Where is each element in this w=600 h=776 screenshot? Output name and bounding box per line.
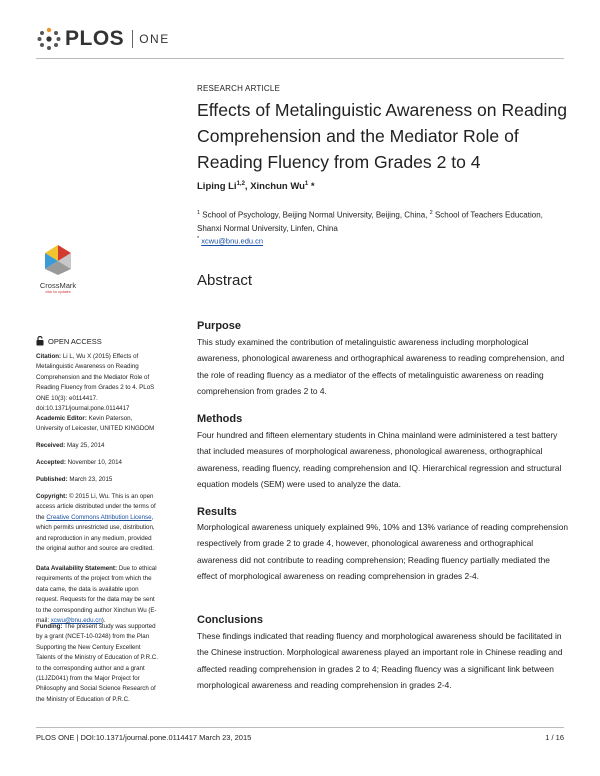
methods-text: Four hundred and fifteen elementary students in China mainland were administered a test battery that included measures of morphological awareness, phonological awareness, orthographical awareness, reading fluency, reading comprehension and IQ. Hierarchical regression and structural equation models (SEM) were used to analyze the data. xyxy=(197,430,562,490)
open-access-badge xyxy=(36,336,102,346)
logo-divider xyxy=(132,30,133,48)
copyright-text: , which permits unrestricted use, distribution, and reproduction in any medium, provided the original author and source are credited. xyxy=(36,513,155,553)
affiliation-number: 1 xyxy=(197,210,201,216)
correspondence xyxy=(197,236,263,246)
received-date: May 25, 2014 xyxy=(65,442,105,449)
academic-editor-label: Academic Editor: xyxy=(36,415,87,422)
author-affiliation-mark: 1 xyxy=(304,181,309,187)
crossmark-icon xyxy=(43,244,73,276)
funding-label: Funding: xyxy=(36,623,63,630)
accepted-date: November 10, 2014 xyxy=(65,459,122,466)
received-block xyxy=(36,441,160,451)
data-availability-text: Due to ethical requirements of the project from which the data came, the data is available upon request. Requests for the data may be sent to the corresponding author Xinchun Wu (E-mail: xyxy=(36,565,157,625)
citation-text: Li L, Wu X (2015) Effects of Metalinguistic Awareness on Reading Comprehension and the Mediator Role of Reading Fluency from Grades 2 to 4. PLoS ONE 10(3): e0114417. doi:10.1371/journal.pone.0114417 xyxy=(36,353,155,413)
author-list xyxy=(197,181,315,192)
page-number: 1 / 16 xyxy=(545,733,564,742)
results-text: Morphological awareness uniquely explained 9%, 10% and 13% variance of reading comprehension respectively from grade 2 to grade 4, however, phonological awareness and orthographical awareness did not contribute to reading comprehension; Reading fluency partially mediated the effect of morphological awareness on reading comprehension in grades 2-4. xyxy=(197,522,569,582)
affiliation-text: School of Teachers Education, Shanxi Normal University, Linfen, China xyxy=(197,210,543,233)
journal-name: ONE xyxy=(139,32,170,46)
conclusions-heading: Conclusions xyxy=(197,614,264,626)
conclusions-text: These findings indicated that reading fluency and morphological awareness should be facilitated in the Chinese instruction. Morphological awareness played an important role in Chinese reading and affected reading comprehension in grades 2 to 4; Reading fluency was a significant link between morphological awareness and reading comprehension in grades 2-4. xyxy=(197,631,563,691)
published-label: Published: xyxy=(36,476,68,483)
data-availability-block xyxy=(36,564,160,626)
corresponding-mark: * xyxy=(308,181,315,193)
purpose-text: This study examined the contribution of metalinguistic awareness including morphological awareness, phonological awareness and orthographical awareness to reading comprehension, and the role of reading fluency as a mediator of the effects of metalinguistic awareness on reading comprehension from grades 2 to 4. xyxy=(197,337,565,397)
article-title: Effects of Metalinguistic Awareness on Reading Comprehension and the Mediator Role of Reading Fluency from Grades 2 to 4 xyxy=(197,100,568,172)
data-availability-label: Data Availability Statement: xyxy=(36,565,118,572)
results-heading: Results xyxy=(197,506,237,518)
academic-editor-text: Kevin Paterson, University of Leicester, UNITED KINGDOM xyxy=(36,415,155,433)
academic-editor-block xyxy=(36,414,160,435)
copyright-block xyxy=(36,492,160,554)
copyright-label: Copyright: xyxy=(36,493,68,500)
funding-block xyxy=(36,622,160,705)
citation-label: Citation: xyxy=(36,353,62,360)
article-type: RESEARCH ARTICLE xyxy=(197,84,281,93)
purpose-heading: Purpose xyxy=(197,320,242,332)
crossmark-sublabel: click for updates xyxy=(45,290,71,294)
plos-one-logo xyxy=(36,24,170,54)
accepted-block xyxy=(36,458,160,468)
open-access-label: OPEN ACCESS xyxy=(48,336,102,346)
affiliation-text: School of Psychology, Beijing Normal University, Beijing, China, xyxy=(200,210,430,220)
published-block xyxy=(36,475,160,485)
funding-text: The present study was supported by a grant (NCET-10-0248) from the Plan Supporting the New Century Excellent Talents of the Ministry of Education of P.R.C. to the corresponding author and a grant (11JZD041) from the Major Project for Philosophy and Social Science Research of the Ministry of Education of P.R.C. xyxy=(36,623,158,703)
open-lock-icon xyxy=(36,336,44,346)
accepted-label: Accepted: xyxy=(36,459,66,466)
affiliations xyxy=(197,207,567,235)
abstract-heading: Abstract xyxy=(197,272,253,289)
plos-wordmark: PLOS xyxy=(65,27,125,50)
author-affiliation-mark: 1,2 xyxy=(236,181,245,187)
correspondence-email-link[interactable]: xcwu@bnu.edu.cn xyxy=(201,236,264,246)
plos-dots-logo-icon xyxy=(36,26,62,52)
affiliation-number: 2 xyxy=(429,210,433,216)
footer-citation: PLOS ONE | DOI:10.1371/journal.pone.0114417 March 23, 2015 xyxy=(36,733,252,742)
received-label: Received: xyxy=(36,442,66,449)
data-email-link[interactable]: xcwu@bnu.edu.cn xyxy=(50,617,102,625)
crossmark-badge[interactable] xyxy=(36,244,80,294)
crossmark-label: CrossMark xyxy=(39,281,77,290)
author-name: Xinchun Wu xyxy=(250,181,305,193)
footer-rule xyxy=(36,727,564,728)
methods-heading: Methods xyxy=(197,413,243,425)
header-rule xyxy=(36,58,564,59)
corresponding-mark: * xyxy=(197,236,200,242)
published-date: March 23, 2015 xyxy=(67,476,113,483)
copyright-text: © 2015 Li, Wu. This is an open access article distributed under the terms of the xyxy=(36,493,156,521)
author-name: Liping Li xyxy=(197,181,237,193)
author-separator: , xyxy=(244,181,251,193)
data-availability-end: ). xyxy=(101,617,106,625)
creative-commons-license-link[interactable]: Creative Commons Attribution License xyxy=(46,513,152,521)
citation-block xyxy=(36,352,160,414)
